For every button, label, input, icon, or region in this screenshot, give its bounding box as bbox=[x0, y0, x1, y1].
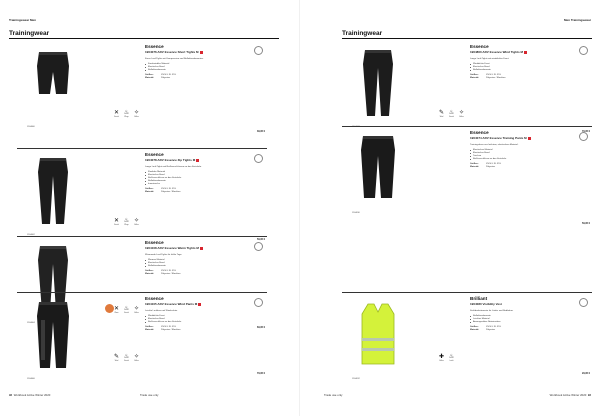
section-title-right: Trainingwear bbox=[342, 30, 383, 37]
feature-item: Atmungsaktive Netzeinsätze bbox=[470, 321, 596, 324]
feature-item: Elastischer Bund bbox=[145, 174, 271, 177]
feature-item: Winddichte Front bbox=[470, 63, 596, 66]
stretch-icon: ✕ Stretch bbox=[113, 218, 120, 226]
product-divider bbox=[17, 148, 267, 149]
product-image-visibility-vest bbox=[348, 298, 408, 370]
product-sku: 1904010 bbox=[352, 212, 360, 214]
product-card[interactable] bbox=[17, 148, 267, 248]
stretch-icon: ♨ Stretch bbox=[123, 354, 130, 362]
new-flag-icon bbox=[198, 303, 201, 306]
running-head-left: Trainingswear Men bbox=[9, 18, 37, 22]
product-info bbox=[470, 296, 596, 332]
spec-value: Polyester / Elasthan bbox=[161, 191, 181, 194]
feature-item: Elastisches Material bbox=[470, 149, 596, 152]
product-price: 69,95 € bbox=[257, 326, 265, 329]
care-icon: ♨ Pflege bbox=[123, 110, 130, 118]
product-info bbox=[145, 152, 271, 194]
care-icon: ♨ Pflege bbox=[123, 218, 130, 226]
product-price: 59,95 € bbox=[257, 238, 265, 241]
feature-item: Innentasche bbox=[145, 183, 271, 186]
spec-value: XS M L XL XXL bbox=[486, 162, 502, 165]
feature-item: Winddichte Front bbox=[145, 315, 271, 318]
product-description: Trainingshose aus leichtem, elastischem Material. bbox=[470, 143, 519, 146]
spec-label: Größen: bbox=[145, 187, 154, 190]
care-icons bbox=[438, 354, 482, 364]
product-line: Essence bbox=[470, 130, 489, 135]
brand-logo-icon bbox=[254, 154, 263, 163]
spec-material bbox=[145, 273, 271, 276]
product-description: Lange Lauf-Tights mit winddichter Front. bbox=[470, 57, 510, 60]
feature-list bbox=[145, 63, 271, 72]
product-name bbox=[470, 50, 596, 55]
stretch-icon: ♨ Stretch bbox=[123, 306, 130, 314]
footer-brand: Workbook Active Winter 2020 bbox=[549, 393, 587, 397]
product-price: 39,95 € bbox=[257, 130, 265, 133]
feature-item: Komfortables Material bbox=[145, 63, 271, 66]
product-image-training-pants bbox=[348, 132, 408, 204]
feature-list bbox=[145, 315, 271, 324]
product-name bbox=[145, 158, 271, 163]
product-info bbox=[470, 130, 596, 169]
spec-material bbox=[145, 77, 271, 80]
spec-value: XS M L XL XXL bbox=[161, 269, 177, 272]
spec-material bbox=[145, 329, 271, 332]
reflective-icon: ✧ Reflex bbox=[133, 354, 140, 362]
product-sku: 1904008 bbox=[352, 126, 360, 128]
feature-item: Reißverschlüsse an den Knöcheln bbox=[145, 177, 271, 180]
wind-icon: ✎ Wind bbox=[438, 110, 445, 118]
spec-value: XS M L XL XXL bbox=[161, 73, 177, 76]
care-icons bbox=[113, 354, 157, 364]
feature-list bbox=[145, 171, 271, 186]
product-description: Wärmende Lauf-Tights für kühle Tage. bbox=[145, 253, 183, 256]
spec-label: Material: bbox=[470, 76, 479, 79]
feature-list bbox=[145, 259, 271, 268]
product-card[interactable] bbox=[17, 40, 267, 140]
feature-item: Reflektorelemente bbox=[470, 69, 596, 72]
section-rule bbox=[9, 38, 279, 39]
spec-label: Material: bbox=[145, 328, 154, 331]
product-divider bbox=[342, 126, 592, 127]
product-price: 79,95 € bbox=[582, 130, 590, 133]
reflective-icon: ✧ Reflex bbox=[458, 110, 465, 118]
product-description: Sichtbarkeitsweste für Läufer und Radfahrer. bbox=[470, 309, 514, 312]
spec-label: Größen: bbox=[470, 73, 479, 76]
spec-material bbox=[145, 191, 271, 194]
new-flag-icon bbox=[528, 137, 531, 140]
product-name-text: 1904078 ADV Essence Zip Tights M bbox=[145, 158, 196, 162]
product-name-text: 1904074 ADV Essence Training Pants M bbox=[470, 136, 527, 140]
care-icons bbox=[113, 110, 157, 120]
spec-material bbox=[470, 166, 596, 169]
feature-item: Leichtes Material bbox=[470, 318, 596, 321]
feature-list bbox=[470, 149, 596, 161]
footer-right bbox=[550, 393, 591, 397]
feature-list bbox=[470, 315, 596, 324]
spec-value: XS M L XL XXL bbox=[161, 187, 177, 190]
spec-label: Größen: bbox=[470, 325, 479, 328]
product-description: Kurze Lauf-Tights mit Kompression und Reflektorelementen. bbox=[145, 57, 204, 60]
brand-logo-icon bbox=[254, 298, 263, 307]
section-rule bbox=[342, 38, 592, 39]
product-divider bbox=[17, 236, 267, 237]
feature-item: Reflektorelemente bbox=[470, 315, 596, 318]
feature-item: Elastischer Bund bbox=[470, 152, 596, 155]
product-info bbox=[145, 296, 271, 332]
brand-logo-icon bbox=[579, 298, 588, 307]
product-description: Leichte Laufhose mit Windschutz. bbox=[145, 309, 178, 312]
spec-material bbox=[470, 329, 596, 332]
product-name bbox=[470, 302, 596, 307]
spec-value: Polyester bbox=[486, 165, 496, 168]
spec-value: Polyester / Elasthan bbox=[161, 272, 181, 275]
product-sku: 1904012 bbox=[352, 378, 360, 380]
product-line: Brilliant bbox=[470, 296, 488, 301]
product-divider bbox=[17, 292, 267, 293]
product-name-text: 1904076 ADV Essence Short Tights M bbox=[145, 50, 199, 54]
right-page bbox=[300, 0, 600, 416]
product-info bbox=[145, 44, 271, 80]
spec-label: Größen: bbox=[470, 162, 479, 165]
feature-item: Flexibles Material bbox=[145, 171, 271, 174]
new-flag-icon bbox=[200, 247, 203, 250]
product-line: Essence bbox=[145, 44, 164, 49]
spec-label: Material: bbox=[145, 76, 154, 79]
spec-value: Polyester bbox=[486, 328, 496, 331]
product-image-zip-tights bbox=[23, 154, 83, 226]
product-price: 59,95 € bbox=[582, 222, 590, 225]
feature-item: Reflektorelemente bbox=[145, 69, 271, 72]
product-name bbox=[145, 302, 271, 307]
feature-item: Elastischer Bund bbox=[470, 66, 596, 69]
spec-label: Material: bbox=[145, 191, 154, 194]
spec-value: XS M L XL XXL bbox=[486, 73, 502, 76]
product-card[interactable] bbox=[17, 292, 267, 392]
feature-list bbox=[470, 63, 596, 72]
product-name bbox=[470, 136, 596, 141]
product-info bbox=[145, 240, 271, 276]
product-sku: 1904002 bbox=[27, 234, 35, 236]
spec-value: XS M L XL XXL bbox=[161, 325, 177, 328]
footer-trade-note: Trade use only bbox=[140, 393, 159, 397]
lightweight-icon: ♨ Leicht bbox=[448, 354, 455, 362]
care-icons bbox=[113, 218, 157, 228]
product-line: Essence bbox=[470, 44, 489, 49]
page-number: 92 bbox=[9, 393, 13, 397]
product-name-text: 1904080 Visibility Vest bbox=[470, 302, 502, 306]
product-sku: 1904006 bbox=[27, 378, 35, 380]
product-image-wind-tights bbox=[348, 46, 408, 118]
feature-item: Reißverschlüsse an den Knöcheln bbox=[470, 158, 596, 161]
product-name-text: 1904105 ADV Essence Wind Pants M bbox=[145, 302, 198, 306]
spec-label: Größen: bbox=[145, 73, 154, 76]
section-title-left: Trainingwear bbox=[9, 30, 50, 37]
spec-value: Polyester bbox=[161, 76, 171, 79]
spec-material bbox=[470, 77, 596, 80]
spec-label: Größen: bbox=[145, 269, 154, 272]
product-price: 79,95 € bbox=[257, 372, 265, 375]
spec-label: Größen: bbox=[145, 325, 154, 328]
spec-label: Material: bbox=[470, 165, 479, 168]
product-info bbox=[470, 44, 596, 80]
spec-value: Polyester / Elasthan bbox=[161, 328, 181, 331]
product-name bbox=[145, 50, 271, 55]
feature-item: Reißverschlüsse an den Knöcheln bbox=[145, 321, 271, 324]
feature-item: Elastischer Bund bbox=[145, 66, 271, 69]
product-image-wind-pants bbox=[23, 298, 83, 370]
page-number: 93 bbox=[587, 393, 591, 397]
product-name-text: 1904108 ADV Essence Warm Tights M bbox=[145, 246, 199, 250]
product-sku: 1904004 bbox=[27, 322, 35, 324]
reflective-icon: ✧ Reflex bbox=[133, 110, 140, 118]
brand-logo-icon bbox=[254, 46, 263, 55]
feature-item: Elastischer Bund bbox=[145, 262, 271, 265]
brand-logo-icon bbox=[254, 242, 263, 251]
feature-item: Reflektorelemente bbox=[145, 265, 271, 268]
product-description: Lange Lauf-Tights mit Reißverschlüssen an den Knöcheln. bbox=[145, 165, 202, 168]
wind-icon: ✎ Wind bbox=[113, 354, 120, 362]
product-sku: 1904000 bbox=[27, 126, 35, 128]
spec-label: Material: bbox=[470, 328, 479, 331]
feature-item: Warmes Material bbox=[145, 259, 271, 262]
reflective-icon: ✧ Reflex bbox=[133, 306, 140, 314]
stretch-icon: ✕ Stretch bbox=[113, 110, 120, 118]
feature-item: Elastischer Bund bbox=[145, 318, 271, 321]
product-line: Essence bbox=[145, 240, 164, 245]
spec-label: Material: bbox=[145, 272, 154, 275]
product-image-short-tights bbox=[23, 46, 83, 118]
running-head-right: Men Trainingswear bbox=[563, 18, 591, 22]
spec-value: Polyester / Elasthan bbox=[486, 76, 506, 79]
new-flag-icon bbox=[200, 51, 203, 54]
product-name-text: 1904800 ADV Essence Wind Tights M bbox=[470, 50, 523, 54]
care-icons bbox=[438, 110, 482, 120]
product-card[interactable] bbox=[342, 126, 592, 226]
stretch-icon: ♨ Stretch bbox=[448, 110, 455, 118]
footer-trade-note: Trade use only bbox=[324, 393, 343, 397]
brand-logo-icon bbox=[579, 132, 588, 141]
warm-icon: ✕ Warm bbox=[113, 306, 120, 314]
product-divider bbox=[342, 292, 592, 293]
brand-logo-icon bbox=[579, 46, 588, 55]
product-name bbox=[145, 246, 271, 251]
product-price: 29,95 € bbox=[582, 372, 590, 375]
feature-item: Reflektorelemente bbox=[145, 180, 271, 183]
product-card[interactable] bbox=[342, 292, 592, 392]
reflective-icon: ✧ Reflex bbox=[133, 218, 140, 226]
product-line: Essence bbox=[145, 296, 164, 301]
feature-item: Taschen bbox=[470, 155, 596, 158]
product-line: Essence bbox=[145, 152, 164, 157]
footer-left bbox=[9, 393, 50, 397]
new-flag-icon bbox=[196, 159, 199, 162]
footer-brand: Workbook Active Winter 2020 bbox=[13, 393, 51, 397]
reflective-icon: ✚ Reflex bbox=[438, 354, 445, 362]
spec-value: XS M L XL XXL bbox=[486, 325, 502, 328]
new-flag-icon bbox=[524, 51, 527, 54]
product-card[interactable] bbox=[342, 40, 592, 140]
